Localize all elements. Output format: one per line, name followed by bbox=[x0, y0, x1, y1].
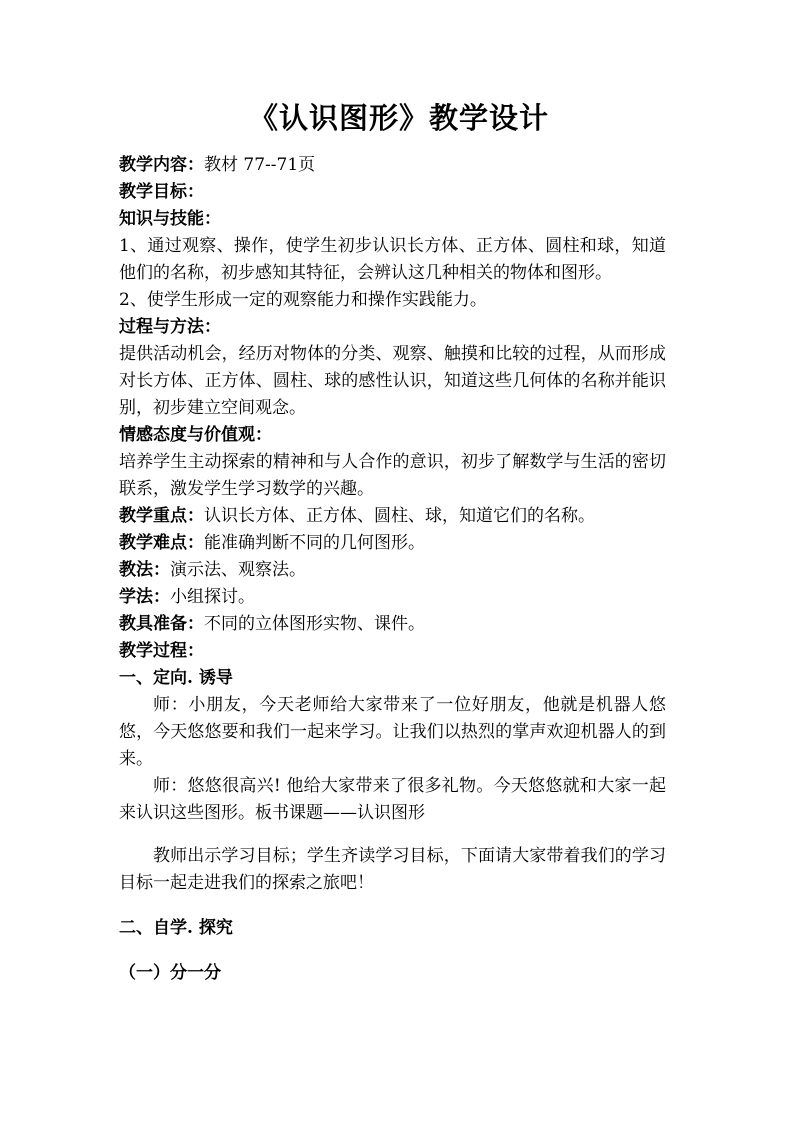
teaching-method-value: 演示法、观察法。 bbox=[170, 560, 306, 580]
teaching-content-label: 教学内容： bbox=[119, 155, 204, 175]
teaching-process-heading: 教学过程： bbox=[119, 641, 204, 661]
section-2-heading: 二、自学. 探究 bbox=[119, 918, 233, 938]
difficulty-line bbox=[119, 530, 679, 557]
teaching-content-line bbox=[119, 152, 679, 179]
emotion-value-text: 培养学生主动探索的精神和与人合作的意识，初步了解数学与生活的密切联系，激发学生学习数学的兴趣。 bbox=[119, 452, 666, 499]
prep-label: 教具准备： bbox=[119, 614, 204, 634]
teaching-method-line bbox=[119, 557, 679, 584]
key-point-line bbox=[119, 503, 679, 530]
prep-line bbox=[119, 611, 679, 638]
spacer bbox=[119, 942, 679, 960]
emotion-value-heading: 情感态度与价值观： bbox=[119, 425, 272, 445]
teaching-goal-heading: 教学目标： bbox=[119, 182, 204, 202]
document-page bbox=[119, 98, 679, 987]
key-point-value: 认识长方体、正方体、圆柱、球，知道它们的名称。 bbox=[204, 506, 595, 526]
teaching-method-label: 教法： bbox=[119, 560, 170, 580]
prep-value: 不同的立体图形实物、课件。 bbox=[204, 614, 425, 634]
process-method-heading: 过程与方法： bbox=[119, 317, 221, 337]
key-point-label: 教学重点： bbox=[119, 506, 204, 526]
knowledge-item-1: 1、通过观察、操作，使学生初步认识长方体、正方体、圆柱和球，知道他们的名称，初步感知其特征，会辨认这几种相关的物体和图形。 bbox=[119, 236, 666, 283]
section-1-paragraph-2: 师：悠悠很高兴! 他给大家带来了很多礼物。今天悠悠就和大家一起来认识这些图形。板书课题——认识图形 bbox=[119, 776, 666, 823]
subsection-1-heading: （一）分一分 bbox=[119, 963, 221, 983]
section-1-heading: 一、定向. 诱导 bbox=[119, 668, 233, 688]
spacer bbox=[119, 827, 679, 843]
difficulty-value: 能准确判断不同的几何图形。 bbox=[204, 533, 425, 553]
spacer bbox=[119, 897, 679, 915]
learning-method-label: 学法： bbox=[119, 587, 170, 607]
process-method-text: 提供活动机会，经历对物体的分类、观察、触摸和比较的过程，从而形成对长方体、正方体、圆柱、球的感性认识，知道这些几何体的名称并能识别，初步建立空间观念。 bbox=[119, 344, 666, 418]
knowledge-item-2: 2、使学生形成一定的观察能力和操作实践能力。 bbox=[119, 290, 487, 310]
knowledge-skill-heading: 知识与技能： bbox=[119, 209, 221, 229]
learning-method-line bbox=[119, 584, 679, 611]
teaching-content-value: 教材 77--71页 bbox=[204, 155, 316, 175]
section-1-paragraph-3: 教师出示学习目标；学生齐读学习目标，下面请大家带着我们的学习目标一起走进我们的探索之旅吧！ bbox=[119, 846, 666, 893]
learning-method-value: 小组探讨。 bbox=[170, 587, 255, 607]
document-title: 《认识图形》教学设计 bbox=[248, 101, 549, 135]
section-1-paragraph-1: 师：小朋友，今天老师给大家带来了一位好朋友，他就是机器人悠悠，今天悠悠要和我们一起来学习。让我们以热烈的掌声欢迎机器人的到来。 bbox=[119, 695, 666, 769]
difficulty-label: 教学难点： bbox=[119, 533, 204, 553]
